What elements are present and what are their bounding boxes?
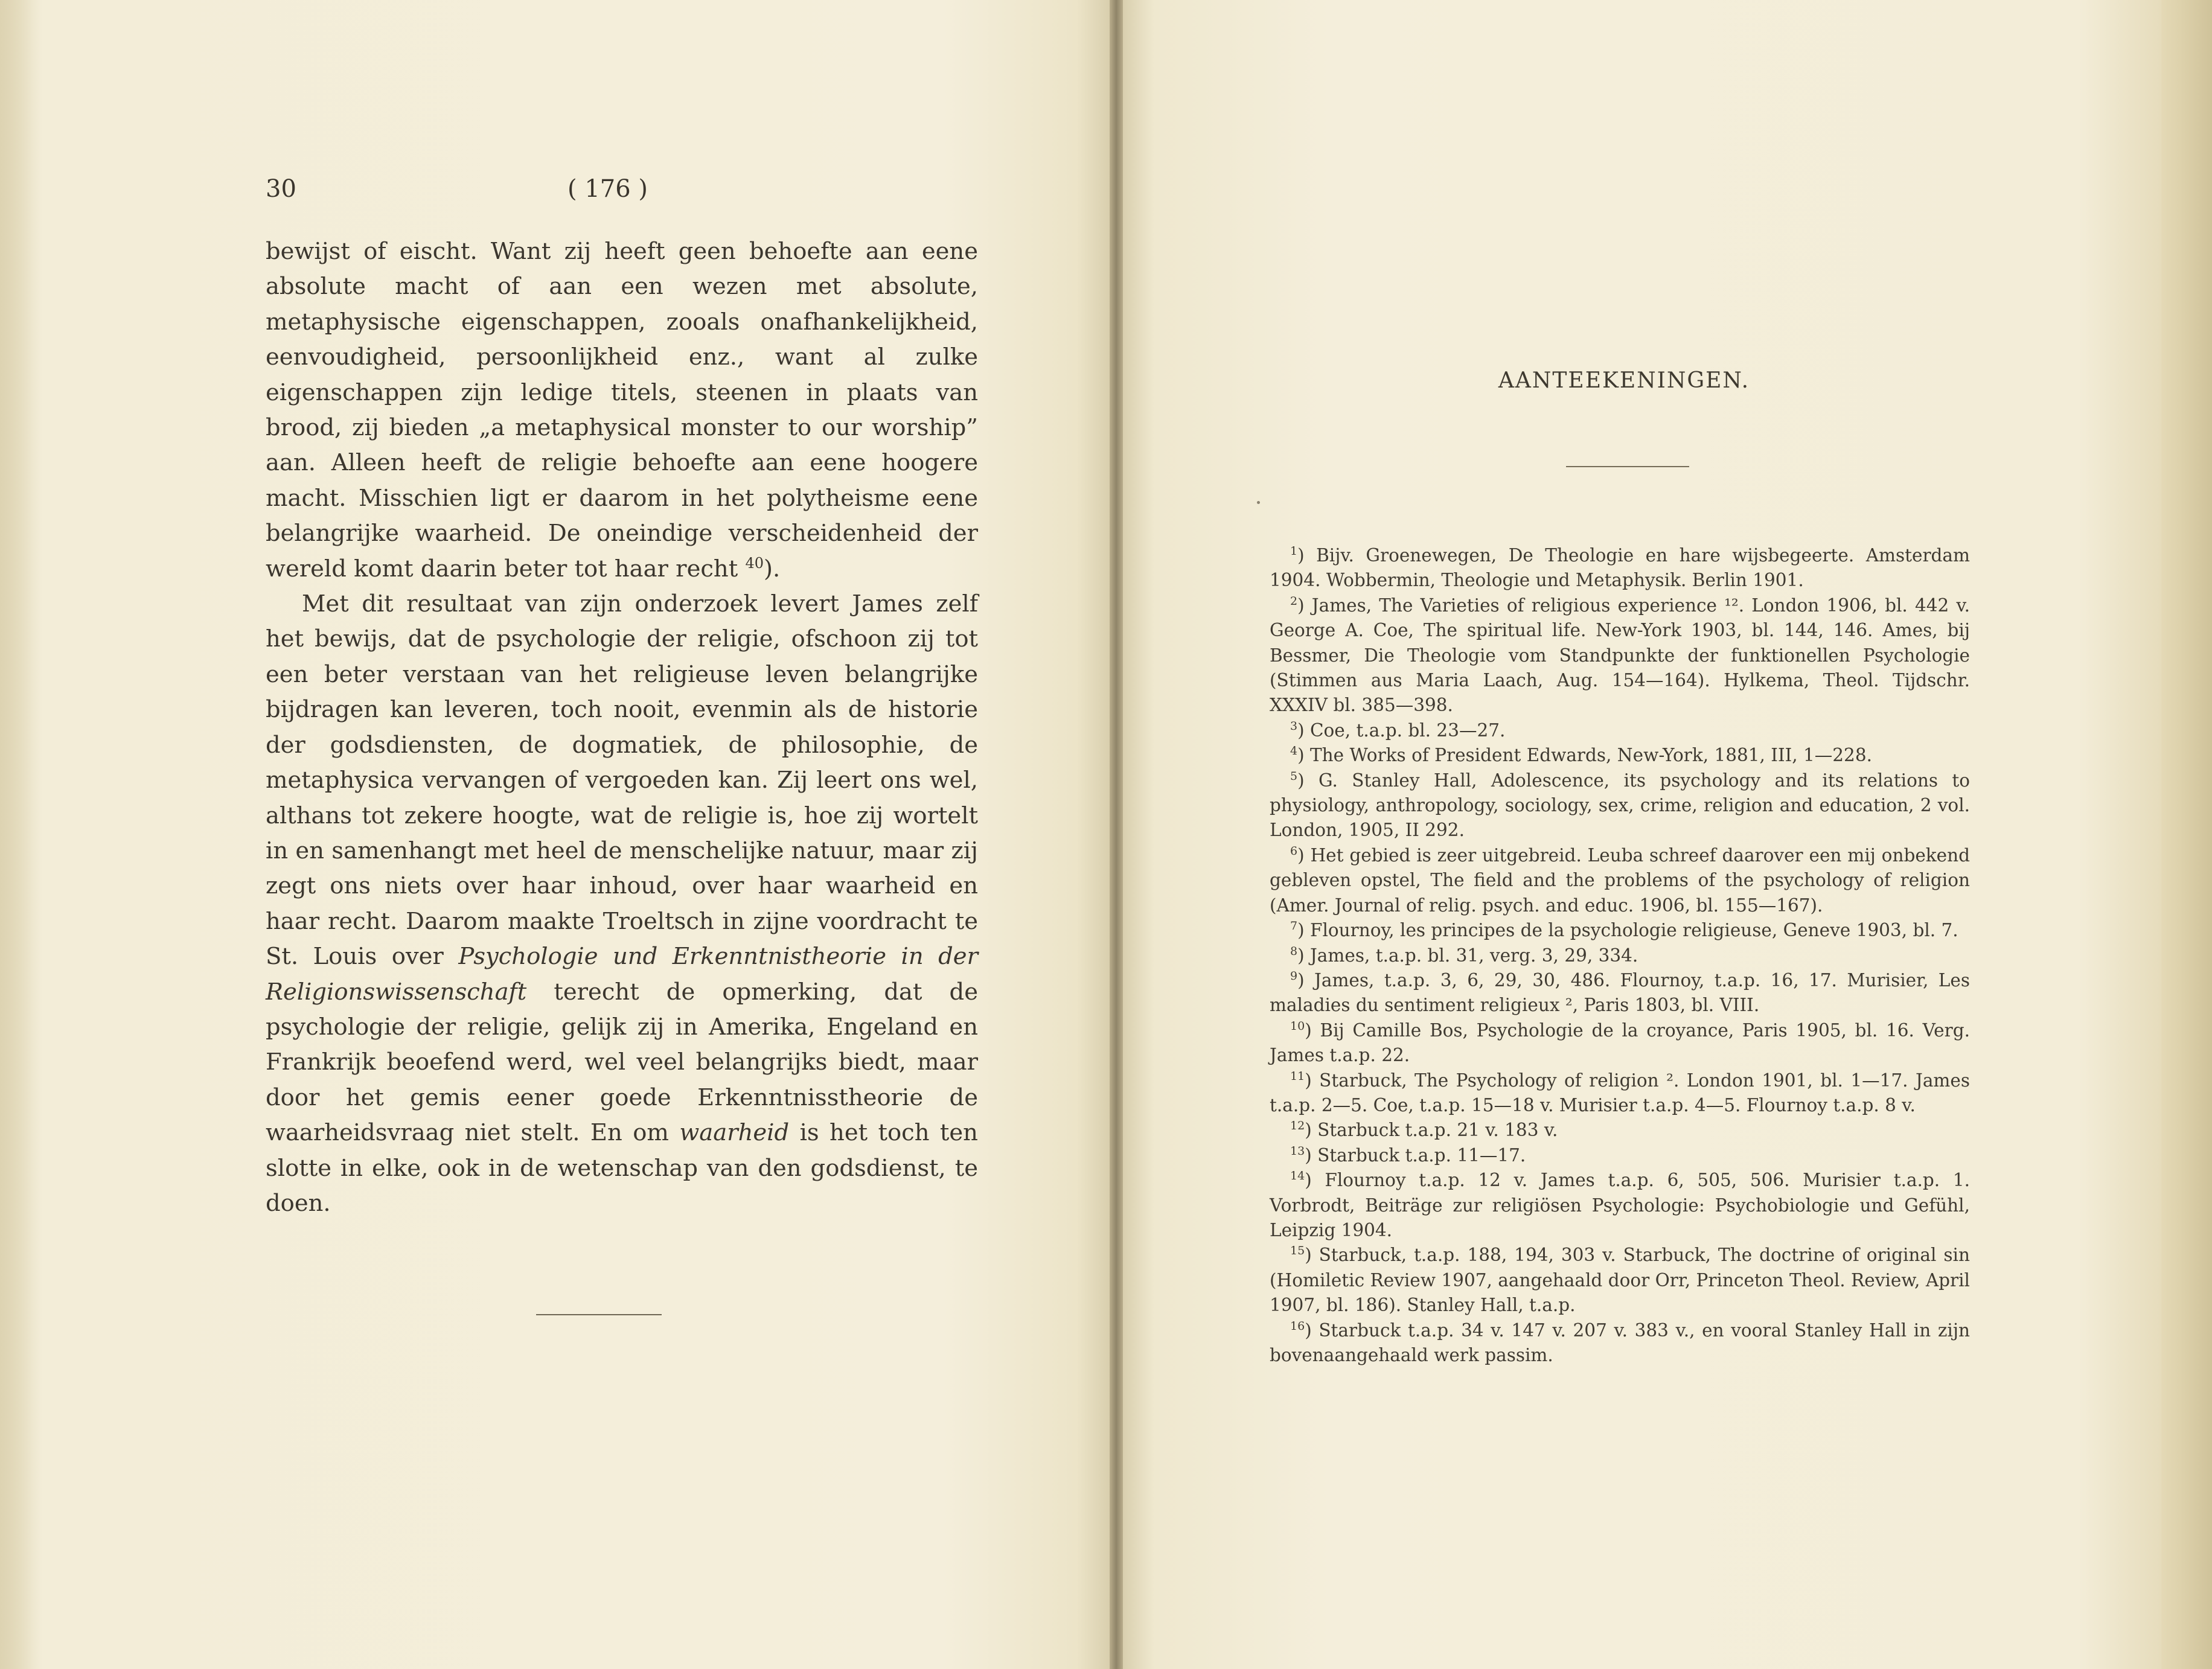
note-text: ) James, The Varieties of religious experience ¹². London 1906, bl. 442 v. George A. Coe, The spiritual life. New-York 1903, bl. 144, 146. Ames, bij Bessmer, Die Theologie vom Standpunkte der funktionellen Psychologie (Stimmen aus Maria Laach, Aug. 154—164). Hylkema, Theol. Tijdschr. XXXIV bl. 385—398. (1270, 595, 1970, 716)
note-item (1270, 843, 1970, 918)
note-item (1270, 543, 1970, 593)
note-reference: 40 (745, 554, 764, 572)
right-page-edge (2161, 0, 2212, 1669)
note-text: ) Starbuck t.a.p. 34 v. 147 v. 207 v. 383 v., en vooral Stanley Hall in zijn bovenaangehaald werk passim. (1270, 1320, 1970, 1365)
note-text: ) Bijv. Groenewegen, De Theologie en hare wijsbegeerte. Amsterdam 1904. Wobbermin, Theologie und Metaphysik. Berlin 1901. (1270, 545, 1970, 591)
note-text: ) James, t.a.p. bl. 31, verg. 3, 29, 334. (1297, 945, 1638, 966)
note-text: ) Bij Camille Bos, Psychologie de la croyance, Paris 1905, bl. 16. Verg. James t.a.p. 22. (1270, 1020, 1970, 1066)
running-page-number: ( 176 ) (567, 175, 648, 203)
note-mark: 4 (1290, 744, 1298, 758)
running-head (266, 175, 978, 211)
paragraph-2 (266, 587, 978, 1221)
note-text: ) Flournoy t.a.p. 12 v. James t.a.p. 6, 505, 506. Murisier t.a.p. 1. Vorbrodt, Beiträge zur religiösen Psychologie: Psychobiologie und Gefühl, Leipzig 1904. (1270, 1170, 1970, 1240)
note-mark: 1 (1290, 544, 1298, 558)
paragraph-2-text-after: is het toch ten slotte in elke, ook in de wetenschap van den godsdienst, te doen. (266, 1119, 978, 1217)
note-mark: 7 (1290, 919, 1298, 933)
note-item (1270, 918, 1970, 943)
note-mark: 3 (1290, 720, 1298, 733)
note-mark: 5 (1290, 769, 1298, 783)
paragraph-1-end: ). (764, 555, 781, 582)
end-rule (536, 1314, 662, 1315)
note-mark: 13 (1290, 1144, 1305, 1158)
note-text: ) The Works of President Edwards, New-York, 1881, III, 1—228. (1297, 745, 1872, 766)
note-item (1270, 1168, 1970, 1243)
note-mark: 2 (1290, 594, 1298, 608)
note-mark: 6 (1290, 844, 1298, 858)
note-text: ) Starbuck t.a.p. 21 v. 183 v. (1305, 1120, 1558, 1141)
note-text: ) Coe, t.a.p. bl. 23—27. (1297, 720, 1506, 741)
note-mark: 10 (1290, 1019, 1305, 1033)
note-item (1270, 1318, 1970, 1368)
note-mark: 11 (1290, 1069, 1305, 1083)
notes-heading: AANTEEKENINGEN. (1498, 368, 1750, 393)
notes-list (1270, 543, 1970, 1368)
note-text: ) G. Stanley Hall, Adolescence, its psychology and its relations to physiology, anthropology, sociology, sex, crime, religion and education, 2 vol. London, 1905, II 292. (1270, 770, 1970, 841)
heading-rule (1566, 466, 1689, 467)
italic-word: waarheid (679, 1119, 790, 1147)
note-text: ) Starbuck t.a.p. 11—17. (1305, 1144, 1526, 1166)
note-item (1270, 593, 1970, 718)
italic-title: Psychologie und Erkenntnistheorie in der Religionswissenschaft (266, 943, 978, 1006)
note-item (1270, 718, 1970, 743)
paragraph-1 (266, 234, 978, 587)
note-mark: 12 (1290, 1119, 1305, 1133)
paragraph-2-text-middle: terecht de opmerking, dat de psychologie der religie, gelijk zij in Amerika, Engeland en Frankrijk beoefend werd, wel veel belangrijks biedt, maar door het gemis eener goede Erkenntnisstheorie de waarheidsvraag niet stelt. En om (266, 978, 978, 1147)
book-gutter (1110, 0, 1123, 1669)
note-item (1270, 1143, 1970, 1168)
paragraph-2-text-before: Met dit resultaat van zijn onderzoek levert James zelf het bewijs, dat de psychologie der religie, ofschoon zij tot een beter verstaan van het religieuse leven belangrijke bijdragen kan leveren, toch nooit, evenmin als de historie der godsdiensten, de dogmatiek, de philosophie, de metaphysica vervangen of vergoeden kan. Zij leert ons wel, althans tot zekere hoogte, wat de religie is, hoe zij wortelt in en samenhangt met heel de menschelijke natuur, maar zij zegt ons niets over haar inhoud, over haar waarheid en haar recht. Daarom maakte Troeltsch in zijne voordracht te St. Louis over (266, 590, 978, 971)
note-item (1270, 1068, 1970, 1119)
note-item (1270, 1243, 1970, 1318)
note-text: ) Starbuck, The Psychology of religion ². London 1901, bl. 1—17. James t.a.p. 2—5. Coe, t.a.p. 15—18 v. Murisier t.a.p. 4—5. Flournoy t.a.p. 8 v. (1270, 1070, 1970, 1115)
note-mark: 9 (1290, 969, 1298, 983)
note-mark: 8 (1290, 944, 1298, 958)
note-mark: 15 (1290, 1244, 1305, 1258)
left-page-edge (0, 0, 42, 1669)
note-item (1270, 1018, 1970, 1068)
note-mark: 16 (1290, 1319, 1305, 1333)
note-text: ) Starbuck, t.a.p. 188, 194, 303 v. Starbuck, The doctrine of original sin (Homiletic Review 1907, aangehaald door Orr, Princeton Theol. Review, April 1907, bl. 186). Stanley Hall, t.a.p. (1270, 1245, 1970, 1316)
ink-speck (1257, 501, 1260, 504)
note-text: ) Het gebied is zeer uitgebreid. Leuba schreef daarover een mij onbekend gebleven opstel, The field and the problems of the psychology of religion (Amer. Journal of relig. psych. and educ. 1906, bl. 155—167). (1270, 844, 1970, 916)
page-number: 30 (266, 175, 296, 203)
note-item (1270, 1118, 1970, 1143)
note-item (1270, 968, 1970, 1018)
note-item (1270, 943, 1970, 968)
note-mark: 14 (1290, 1169, 1305, 1183)
note-text: ) James, t.a.p. 3, 6, 29, 30, 486. Flournoy, t.a.p. 16, 17. Murisier, Les maladies du sentiment religieux ², Paris 1803, bl. VIII. (1270, 969, 1970, 1016)
body-text (266, 234, 978, 1221)
note-item (1270, 768, 1970, 843)
note-item (1270, 743, 1970, 768)
note-text: ) Flournoy, les principes de la psychologie religieuse, Geneve 1903, bl. 7. (1297, 920, 1958, 941)
paragraph-1-text: bewijst of eischt. Want zij heeft geen behoefte aan eene absolute macht of aan een wezen met absolute, metaphysische eigenschappen, zooals onafhankelijkheid, eenvoudigheid, persoonlijkheid enz., want al zulke eigenschappen zijn ledige titels, steenen in plaats van brood, zij bieden „a metaphysical monster to our worship” aan. Alleen heeft de religie behoefte aan eene hoogere macht. Misschien ligt er daarom in het polytheisme eene belangrijke waarheid. De oneindige verscheidenheid der wereld komt daarin beter tot haar recht (266, 238, 978, 582)
